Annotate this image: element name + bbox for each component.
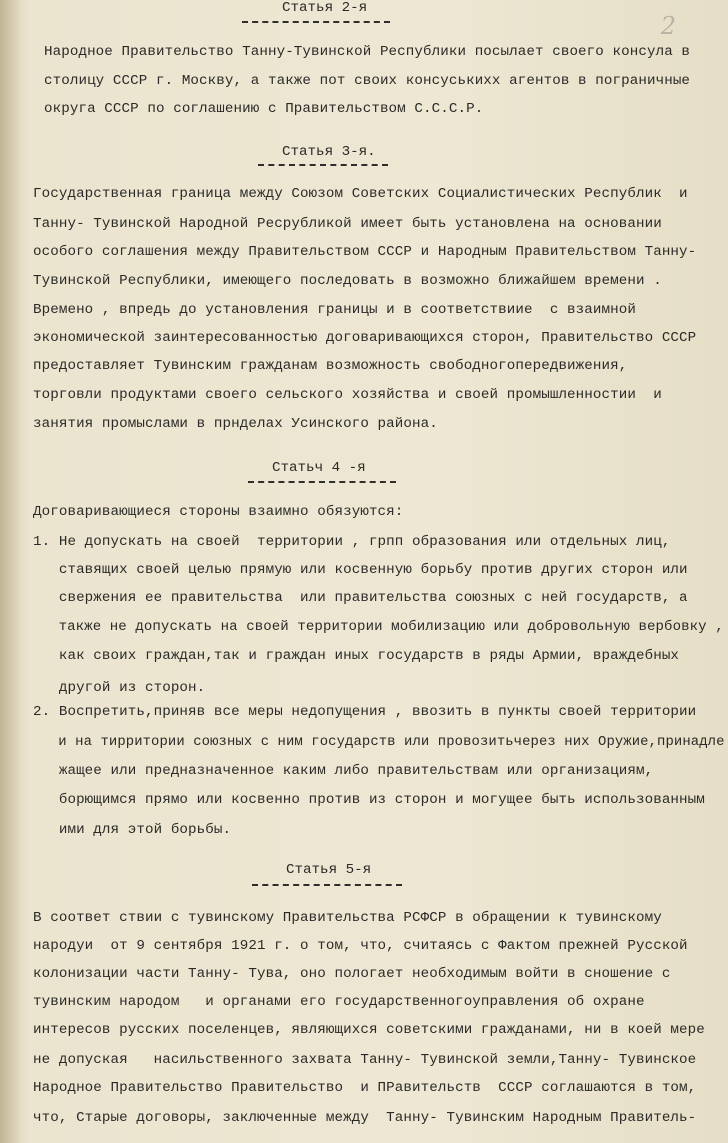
section-2-line: Народное Правительство Танну-Тувинской Республики посылает своего консула в — [44, 44, 691, 60]
section-2-heading: Статья 2-я — [282, 0, 368, 16]
section-4-line: борющимся прямо или косвенно против из сторон и могущее быть использованным — [33, 792, 705, 808]
section-5-underline — [252, 884, 402, 886]
section-5-heading: Статья 5-я — [286, 862, 372, 878]
section-5-line: народуи от 9 сентября 1921 г. о том, что, считаясь с Фактом прежней Русской — [33, 938, 688, 954]
section-3-line: торговли продуктами своего сельского хозяйства и своей промышленностии и — [33, 387, 662, 403]
section-4-underline — [248, 481, 396, 483]
section-4-line: свержения ее правительства или правительства союзных с ней государств, а — [33, 590, 688, 606]
section-5-line: Народное Правительство Правительство и ПРавительств СССР соглашаются в том, — [33, 1080, 697, 1096]
section-3-line: особого соглашения между Правительством СССР и Народным Правительством Танну- — [33, 244, 697, 260]
section-3-line: предоставляет Тувинским гражданам возможность свободногопередвижения, — [33, 358, 628, 374]
section-4-line: другой из сторон. — [33, 680, 206, 696]
section-5-line: интересов русских поселенцев, являющихся советскими гражданами, ни в коей мере — [33, 1022, 705, 1038]
section-3-line: экономической заинтересованностью договаривающихся сторон, Правительство СССР — [33, 330, 697, 346]
section-4-line: и на тирритории союзных с ним государств или провозитьчерез них Оружие,принадле — [33, 734, 725, 750]
section-3-line: Танну- Тувинской Народной Ресрубликой имеет быть установлена на основании — [33, 216, 662, 232]
section-2-underline — [242, 21, 390, 23]
section-4-line: жащее или предназначенное каким либо правительствам или организациям, — [33, 763, 654, 779]
section-3-line: занятия промыслами в прнделах Усинского района. — [33, 416, 438, 432]
section-4-line: ставящих своей целью прямую или косвенную борьбу против других сторон или — [33, 562, 688, 578]
section-5-line: не допуская насильственного захвата Танну- Тувинской земли,Танну- Тувинское — [33, 1052, 697, 1068]
section-3-line: Времено , впредь до установления границы и в соответствиие с взаимной — [33, 302, 636, 318]
section-3-underline — [258, 164, 388, 166]
section-4-line: Договаривающиеся стороны взаимно обязуются: — [33, 504, 404, 520]
page-fold-shadow — [0, 0, 22, 1143]
section-3-heading: Статья 3-я. — [282, 144, 376, 160]
section-4-line: ими для этой борьбы. — [33, 822, 232, 838]
section-4-line: 2. Воспретить,приняв все меры недопущения , ввозить в пункты своей территории — [33, 704, 697, 720]
section-3-line: Государственная граница между Союзом Советских Социалистических Республик и — [33, 186, 688, 202]
section-2-line: столицу СССР г. Москву, а также пот своих консуськихх агентов в пограничные — [44, 73, 691, 89]
section-4-heading: Статьч 4 -я — [272, 460, 366, 476]
section-4-line: 1. Не допускать на своей территории , грпп образования или отдельных лиц, — [33, 534, 671, 550]
section-4-line: как своих граждан,так и граждан иных государств в ряды Армии, враждебных — [33, 648, 680, 664]
section-5-line: колонизации части Танну- Тува, оно пологает необходимым войти в сношение с — [33, 966, 671, 982]
section-2-line: округа СССР по соглашению с Правительством С.С.С.Р. — [44, 101, 484, 117]
section-5-line: тувинским народом и органами его государственногоуправления об охране — [33, 994, 645, 1010]
section-3-line: Тувинской Республики, имеющего последовать в возможно ближайшем времени . — [33, 273, 662, 289]
section-5-line: В соответ ствии с тувинскому Правительства РСФСР в обращении к тувинскому — [33, 910, 662, 926]
page-number: 2 — [660, 12, 676, 40]
section-5-line: что, Старые договоры, заключенные между Танну- Тувинским Народным Правитель- — [33, 1110, 697, 1126]
section-4-line: также не допускать на своей территории мобилизацию или добровольную вербовку , — [33, 619, 724, 635]
